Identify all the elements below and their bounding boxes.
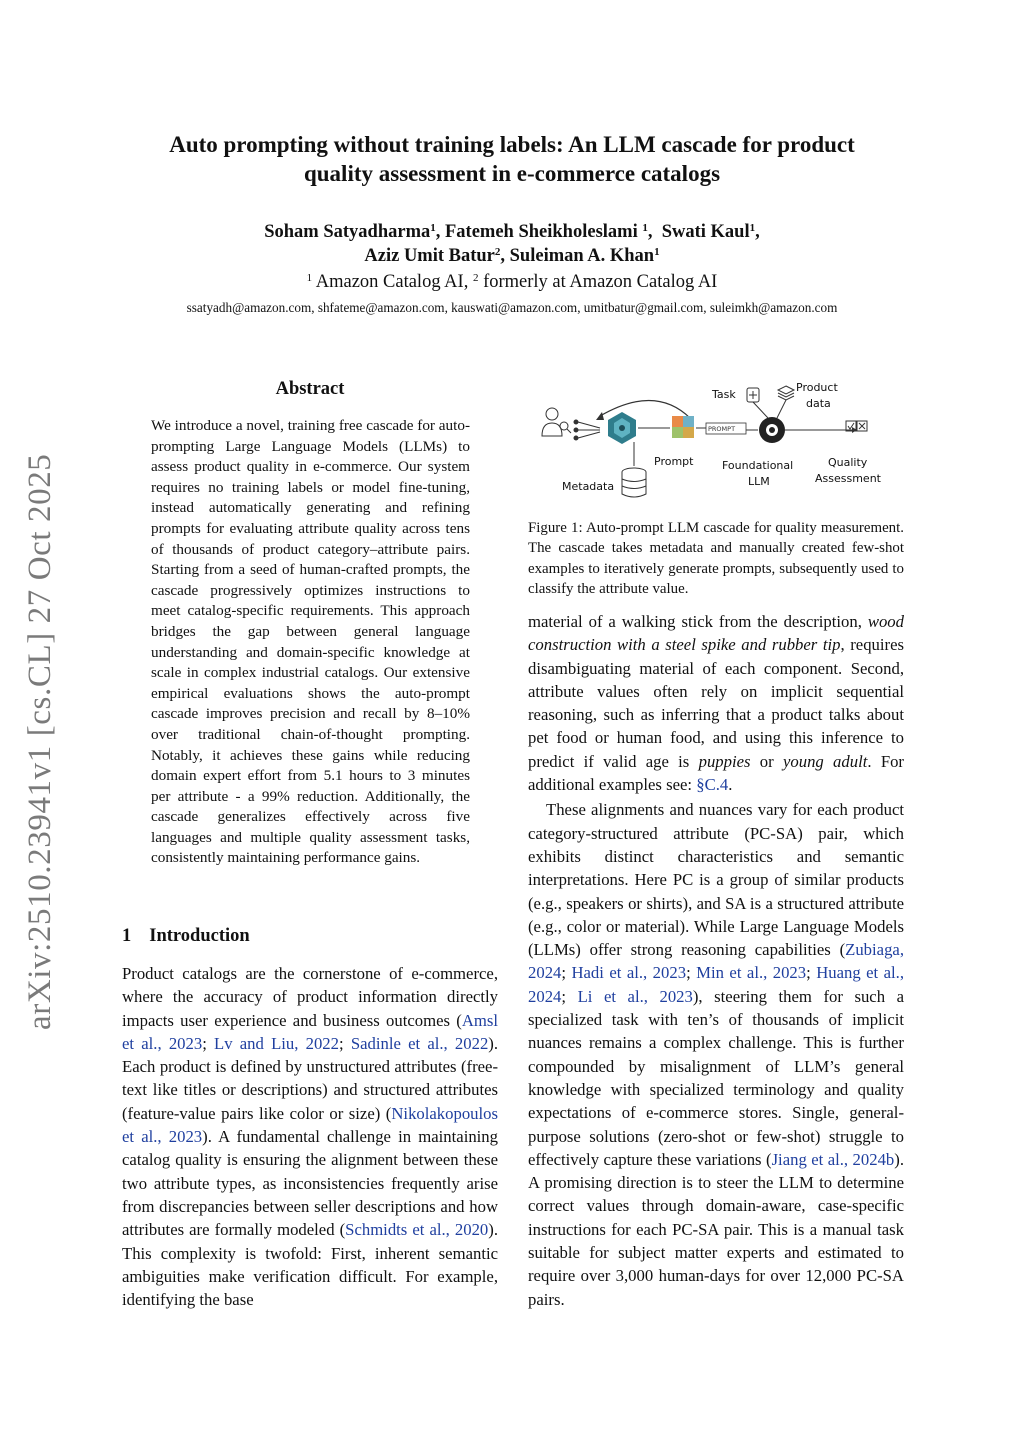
affiliation-line [100, 270, 924, 294]
affiliation-marker: 1 [654, 246, 660, 258]
citation-link[interactable]: Zubiaga, 2024 [528, 940, 904, 983]
citation-link[interactable]: Schmidts et al., 2020 [345, 1220, 489, 1240]
citation-link[interactable]: Huang et al., 2024 [528, 963, 905, 1006]
body-text: These alignments and nuances vary for each product category-structured attribute (PC-SA) pair, which exhibits distinct characteristics and semantic interpretations. Here PC is a group of similar products (e.g., speakers or shirts), and SA is a structured attribute (e.g., color or material). While Large Language Models (LLMs) offer strong reasoning capabilities ( [528, 800, 904, 960]
body-text: ). A promising direction is to steer the LLM to determine correct values through domain-aware, case-specific instructions for each PC-SA pair. This is a manual task suitable for subject matter experts and estimated to require over 3,000 human-days for over 12,000 PC-SA pairs. [528, 1149, 904, 1309]
author-line-1: Soham Satyadharma$^1$, Fatemeh Sheikholeslami $^1$, Swati Kaul$^1$, [264, 222, 760, 242]
author-list [100, 220, 924, 268]
citation-link[interactable]: Jiang et al., 2024b [771, 1149, 895, 1169]
task-add-icon [747, 388, 768, 418]
prompt-puzzle-icon [672, 416, 694, 438]
affiliation-org: Amazon Catalog AI, [315, 272, 469, 292]
figure-label-foundational-llm: LLM [748, 475, 770, 488]
figure-1-diagram [530, 378, 910, 500]
citation-link[interactable]: Min et al., 2023 [696, 963, 807, 983]
citation-link[interactable]: Sadinle et al., 2022 [350, 1033, 489, 1053]
paragraph [528, 798, 904, 1311]
body-text: material of a walking stick from the description, [528, 612, 868, 631]
figure-label-product-data: Product [796, 381, 838, 394]
neural-network-icon [608, 412, 636, 444]
arrowhead-icon [596, 412, 604, 420]
body-text: ), steering them for such a specialized task with ten’s of thousands of implicit nuances remains a complex challenge. This is further compounded by misalignment of LLM’s general knowledge with specialized terminology and quality expectations of e-commerce stores. Single, general-purpose solutions (zero-shot or few-shot) struggle to effectively capture these variations ( [528, 986, 905, 1169]
paper-title [100, 130, 924, 188]
affiliation-marker: 1 [306, 272, 313, 284]
author-line-2: Aziz Umit Batur$^2$, Suleiman A. Khan$^1$ [364, 246, 660, 266]
abstract-body: We introduce a novel, training free cascade for auto-prompting Large Language Models (LLMs) to assess product quality in e-commerce. Our system requires no training labels or model fine-tuning, instead automatically generating and refining prompts for evaluating attribute quality across tens of thousands of product category–attribute pairs. Starting from a seed of human-crafted prompts, the cascade progressively optimizes instructions to meet catalog-specific requirements. This approach bridges the gap between general language understanding and domain-specific knowledge at scale in complex industrial catalogs. Our extensive empirical evaluations shows the auto-prompt cascade improves precision and recall by 8–10% over traditional chain-of-thought prompting. Notably, it achieves these gains while reducing domain expert effort from 5.1 hours to 3 minutes per attribute - a 99% reduction. Additionally, the cascade generalizes effectively across five languages and multiple quality assessment tasks, consistently maintaining performance gains. [151, 417, 470, 867]
foundational-llm-gear-icon [759, 417, 785, 443]
citation-separator: ; [806, 963, 817, 983]
figure-label-task: Task [712, 388, 736, 401]
affiliation-org: formerly at Amazon Catalog AI [483, 272, 718, 292]
figure-label-metadata: Metadata [562, 480, 615, 493]
layers-icon [777, 386, 794, 418]
expert-user-icon [542, 408, 571, 436]
affiliation-marker: 1 [430, 222, 436, 234]
author-emails: ssatyadh@amazon.com, shfateme@amazon.com, kauswati@amazon.com, umitbatur@gmail.com, suleimkh@amazon.com [186, 300, 838, 315]
affiliation-marker: 2 [472, 272, 479, 284]
author-name: Swati Kaul [661, 222, 750, 242]
emphasis-text: young adult [782, 751, 868, 771]
author-name: Suleiman A. Khan [509, 246, 655, 266]
body-text: ). This complexity is twofold: First, inherent semantic ambiguities make verification difficult. For example, identifying the base [122, 1220, 498, 1310]
figure-label-foundational-llm: Foundational [722, 459, 794, 472]
body-text: . For additional examples see: [528, 751, 904, 795]
title-line-1: Auto prompting without training labels: An LLM cascade for product [169, 132, 855, 157]
body-text: ). A fundamental challenge in maintaining catalog quality is ensuring the alignment between these two attribute types, as inconsistencies frequently arise from discrepancies between seller descriptions and how attributes are formally modeled ( [122, 1127, 498, 1240]
citation-separator: ; [561, 963, 572, 983]
body-text: Product catalogs are the cornerstone of e-commerce, where the accuracy of product information directly impacts user experience and business outcomes ( [122, 964, 498, 1030]
body-text: ). Each product is defined by unstructured attributes (free-text like titles or descriptions) and structured attributes (feature-value pairs like color or size) ( [122, 1033, 499, 1123]
emphasis-text: wood construction with a steel spike and rubber tip [528, 612, 904, 655]
figure-label-product-data: data [806, 397, 831, 410]
emphasis-text: puppies [698, 751, 751, 771]
citation-separator: ; [686, 963, 697, 983]
introduction-left-column [122, 962, 498, 1311]
author-name: Aziz Umit Batur [364, 246, 495, 266]
citation-separator: ; [561, 986, 578, 1006]
section-heading-introduction [122, 926, 250, 947]
introduction-right-column [528, 610, 904, 1311]
citation-link[interactable]: Lv and Liu, 2022 [214, 1033, 339, 1053]
citation-separator: ; [339, 1033, 351, 1053]
figure-1-caption: Figure 1: Auto-prompt LLM cascade for quality measurement. The cascade takes metadata and manually created few-shot examples to iteratively generate prompts, subsequently used to classify the attribute value. [528, 520, 904, 598]
prompt-document-icon [706, 423, 746, 434]
body-text: or [750, 751, 783, 771]
author-name: Fatemeh Sheikholeslami [445, 222, 638, 242]
feedback-loop-arrow-icon [600, 400, 690, 418]
section-number: 1 [122, 926, 132, 946]
citation-separator: ; [202, 1033, 215, 1053]
paragraph [528, 610, 904, 796]
svg-text:PROMPT: PROMPT [708, 425, 736, 433]
figure-label-quality-assessment: Assessment [815, 472, 881, 485]
appendix-reference-link[interactable]: §C.4 [696, 775, 729, 795]
arxiv-identifier-stamp: arXiv:2510.23941v1 [cs.CL] 27 Oct 2025 [22, 453, 58, 1030]
citation-link[interactable]: Nikolakopoulos et al., 2023 [122, 1103, 498, 1147]
author-name: Soham Satyadharma [264, 222, 431, 242]
affiliation-marker: 1 [749, 222, 756, 234]
citation-link[interactable]: Amsl et al., 2023 [122, 1010, 498, 1053]
body-text: , requires disambiguating material of each component. Second, attribute values often rely on implicit sequential reasoning, such as inferring that a product talks about pet food or human food, and using this inference to predict if valid age is [528, 635, 904, 771]
body-text: . [728, 775, 733, 795]
metadata-database-icon [622, 442, 646, 497]
title-line-2: quality assessment in e-commerce catalogs [303, 161, 721, 186]
affiliation-marker: 1 [642, 222, 648, 234]
citation-link[interactable]: Li et al., 2023 [577, 986, 693, 1006]
abstract-heading: Abstract [275, 379, 345, 399]
citation-link[interactable]: Hadi et al., 2023 [571, 963, 687, 983]
section-title: Introduction [149, 926, 250, 946]
input-arrows-icon [574, 420, 600, 440]
figure-label-prompt: Prompt [654, 455, 694, 468]
affiliation-marker: 2 [494, 246, 501, 258]
figure-label-quality-assessment: Quality [828, 456, 868, 469]
